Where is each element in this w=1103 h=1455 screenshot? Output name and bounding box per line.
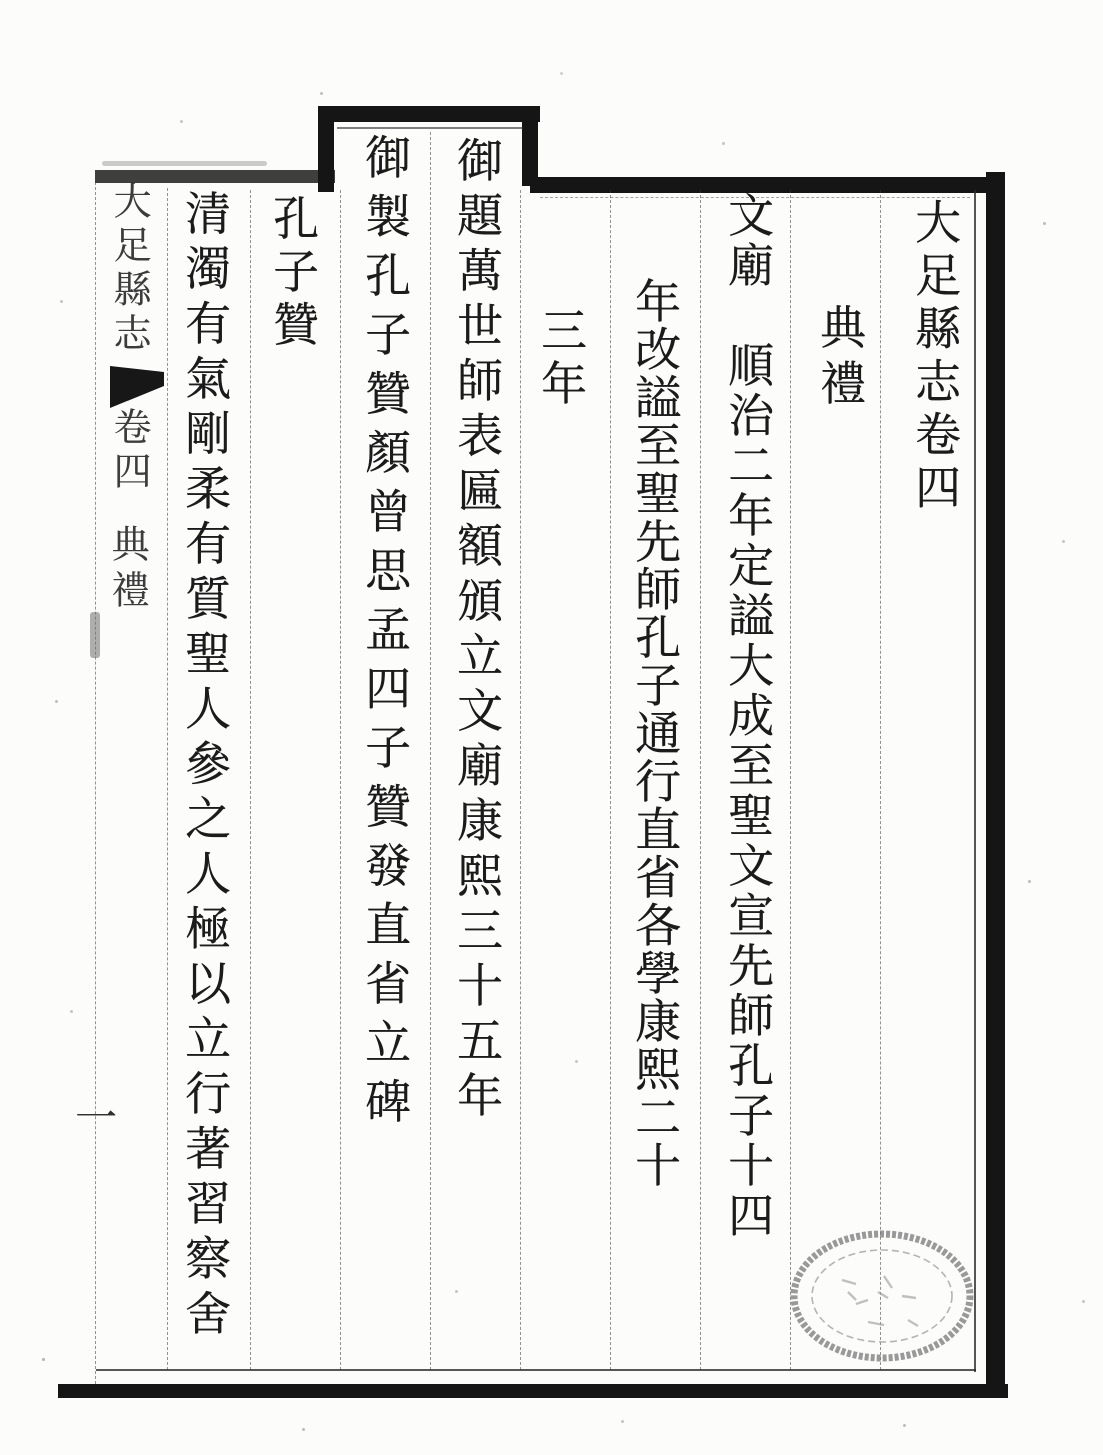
column-rule-8 (790, 190, 791, 1370)
scan-noise (0, 0, 3, 3)
raised-block-left-border (318, 106, 334, 192)
wenmiao-entry-column-1: 文廟 順治二年定謚大成至聖文宣先師孔子十四 (721, 191, 775, 1241)
seal-illegible-text-marks (842, 1276, 918, 1326)
seal-inner-ring (812, 1250, 952, 1342)
fishtail-mark (110, 366, 164, 408)
yuti-entry-column: 御題萬世師表匾額頒立文廟康熙三十五年 (450, 136, 504, 1126)
section-heading-column: 典禮 (813, 303, 867, 415)
scan-smudge-left-edge (90, 612, 100, 658)
spine-book-title: 大足縣志 (107, 181, 151, 357)
raised-block-inner-line (337, 127, 523, 129)
frame-bottom-inner-line (96, 1369, 976, 1371)
column-rule-6 (610, 190, 611, 1370)
seal-outer-ring (794, 1234, 970, 1358)
frame-bottom-outer-border (58, 1384, 1008, 1398)
raised-block-top-border (318, 106, 540, 122)
wenmiao-entry-column-2: 年改謚至聖先師孔子通行直省各學康熙二十 (628, 277, 682, 1189)
frame-left-line (95, 182, 96, 1384)
oval-library-seal (790, 1228, 975, 1364)
column-rule-9 (880, 190, 881, 1370)
scan-smudge-top (102, 161, 267, 166)
raised-block-right-border (522, 106, 538, 186)
yuzhi-entry-column: 御製孔子贊顏曾思孟四子贊發直省立碑 (358, 133, 412, 1136)
volume-title-column: 大足縣志卷四 (908, 198, 962, 516)
frame-right-outer-border (986, 172, 1005, 1398)
frame-right-inner-line (974, 190, 976, 1372)
kongzi-zan-text-column: 清濁有氣剛柔有質聖人參之人極以立行著習察舍 (178, 189, 232, 1344)
spine-volume-number: 卷四 (107, 407, 151, 495)
column-rule-4 (430, 132, 431, 1370)
page-number: 一 (69, 1095, 118, 1137)
column-rule-1 (167, 188, 168, 1370)
wenmiao-entry-column-3: 三年 (534, 306, 588, 412)
column-rule-2 (250, 190, 251, 1370)
column-rule-3 (340, 190, 341, 1370)
kongzi-zan-heading-column: 孔子贊 (266, 194, 320, 353)
column-rule-7 (700, 190, 701, 1370)
spine-section-label: 典禮 (105, 524, 149, 616)
column-rule-5 (520, 190, 521, 1370)
